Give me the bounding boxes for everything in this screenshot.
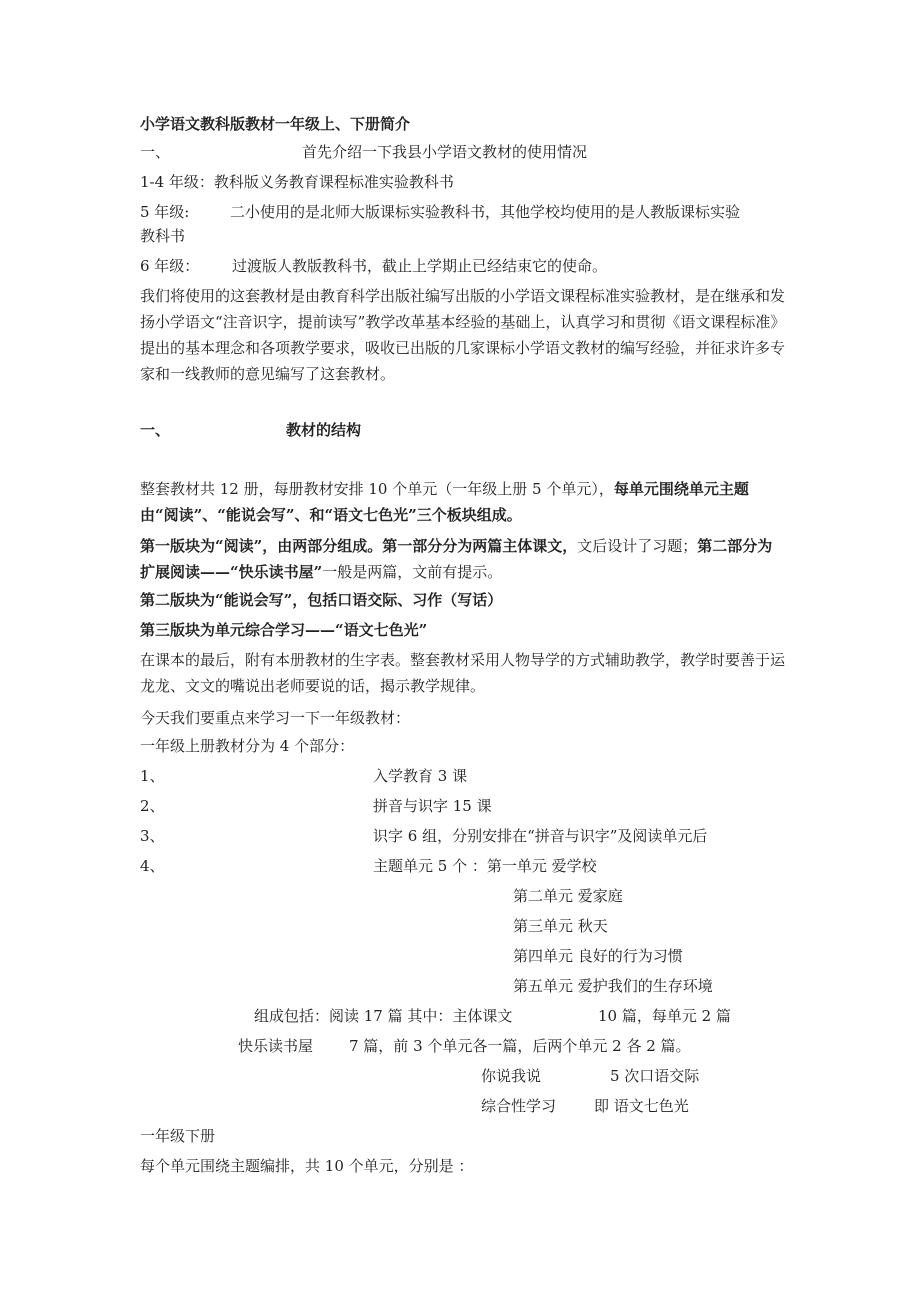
- intro-number: 一、: [140, 143, 171, 161]
- part-text: 主题单元 5 个 ：第一单元 爱学校: [373, 857, 597, 875]
- unit-item: 第三单元 秋天: [513, 917, 608, 935]
- block-one-bold-b: 第二部分为扩展阅读——“快乐读书屋”: [140, 537, 773, 581]
- speaking-text: 5 次口语交际: [610, 1067, 700, 1085]
- comprehensive-label: 综合性学习: [481, 1097, 557, 1115]
- grade-1-4-line: 1-4 年级：教科版义务教育课程标准实验教科书: [140, 173, 454, 191]
- part-number: 1、: [140, 767, 165, 785]
- part-text: 拼音与识字 15 课: [373, 797, 492, 815]
- part-number: 2、: [140, 797, 165, 815]
- paragraph-intro: 我们将使用的这套教材是由教育科学出版社编写出版的小学语文课程标准实验教材，是在继承和发扬小学语文“注音识字，提前读写”教学改革基本经验的基础上，认真学习和贯彻《语文课程标准》提出的基本理念和各项教学要求，吸收已出版的几家课标小学语文教材的编写经验，并征求许多专家和一线教师的意见编写了这套教材。: [140, 287, 786, 383]
- block-two-line: 第二版块为“能说会写”，包括口语交际、习作（写话）: [140, 591, 503, 609]
- lower-volume-text: 每个单元围绕主题编排，共 10 个单元，分别是 ：: [140, 1157, 474, 1175]
- paragraph-block-one: [140, 533, 785, 585]
- composition-count: 10 篇，每单元 2 篇: [598, 1007, 731, 1025]
- grade-6-label: 6 年级：: [140, 257, 200, 275]
- part-text: 识字 6 组，分别安排在“拼音与识字”及阅读单元后: [373, 827, 708, 845]
- section-heading: 教材的结构: [286, 421, 362, 439]
- comprehensive-text: 即 语文七色光: [594, 1097, 689, 1115]
- today-line: 今天我们要重点来学习一下一年级教材：: [140, 709, 411, 727]
- grade-5-text: 二小使用的是北师大版课标实验教科书，其他学校均使用的是人教版课标实验: [230, 203, 741, 221]
- grade-6-text: 过渡版人教版教科书，截止上学期止已经结束它的使命。: [232, 257, 608, 275]
- block-one-text-a: 文后设计了习题；: [577, 537, 698, 555]
- part-text: 入学教育 3 课: [373, 767, 468, 785]
- part-number: 4、: [140, 857, 165, 875]
- lower-volume-title: 一年级下册: [140, 1127, 216, 1145]
- unit-item: 第二单元 爱家庭: [513, 887, 623, 905]
- unit-item: 第四单元 良好的行为习惯: [513, 947, 683, 965]
- grade-5-text-cont: 教科书: [140, 227, 186, 245]
- part-number: 3、: [140, 827, 165, 845]
- document-title: 小学语文教科版教材一年级上、下册简介: [140, 115, 411, 133]
- speaking-label: 你说我说: [481, 1067, 542, 1085]
- paragraph-structure: [140, 476, 785, 528]
- composition-text: 组成包括：阅读 17 篇 其中：主体课文: [254, 1007, 513, 1025]
- structure-text-bold: 每单元围绕单元主题由“阅读”、“能说会写”、和“语文七色光”三个板块组成。: [140, 480, 749, 524]
- upper-intro-line: 一年级上册教材分为 4 个部分：: [140, 737, 355, 755]
- block-one-bold-a: 第一版块为“阅读”，由两部分组成。第一部分分为两篇主体课文，: [140, 537, 578, 555]
- block-one-text-b: 一般是两篇，文前有提示。: [322, 563, 503, 581]
- section-number: 一、: [140, 421, 171, 439]
- grade-5-label: 5 年级:: [140, 203, 190, 221]
- intro-text: 首先介绍一下我县小学语文教材的使用情况: [302, 143, 588, 161]
- unit-item: 第五单元 爱护我们的生存环境: [513, 977, 713, 995]
- block-three-line: 第三版块为单元综合学习——“语文七色光”: [140, 621, 428, 639]
- happy-reading-label: 快乐读书屋: [238, 1037, 314, 1055]
- paragraph-appendix: 在课本的最后，附有本册教材的生字表。整套教材采用人物导学的方式辅助教学，教学时要善于运龙龙、文文的嘴说出老师要说的话，揭示教学规律。: [140, 651, 786, 695]
- happy-reading-text: 7 篇，前 3 个单元各一篇，后两个单元 2 各 2 篇。: [349, 1037, 691, 1055]
- structure-text: 整套教材共 12 册，每册教材安排 10 个单元（一年级上册 5 个单元），: [140, 480, 614, 498]
